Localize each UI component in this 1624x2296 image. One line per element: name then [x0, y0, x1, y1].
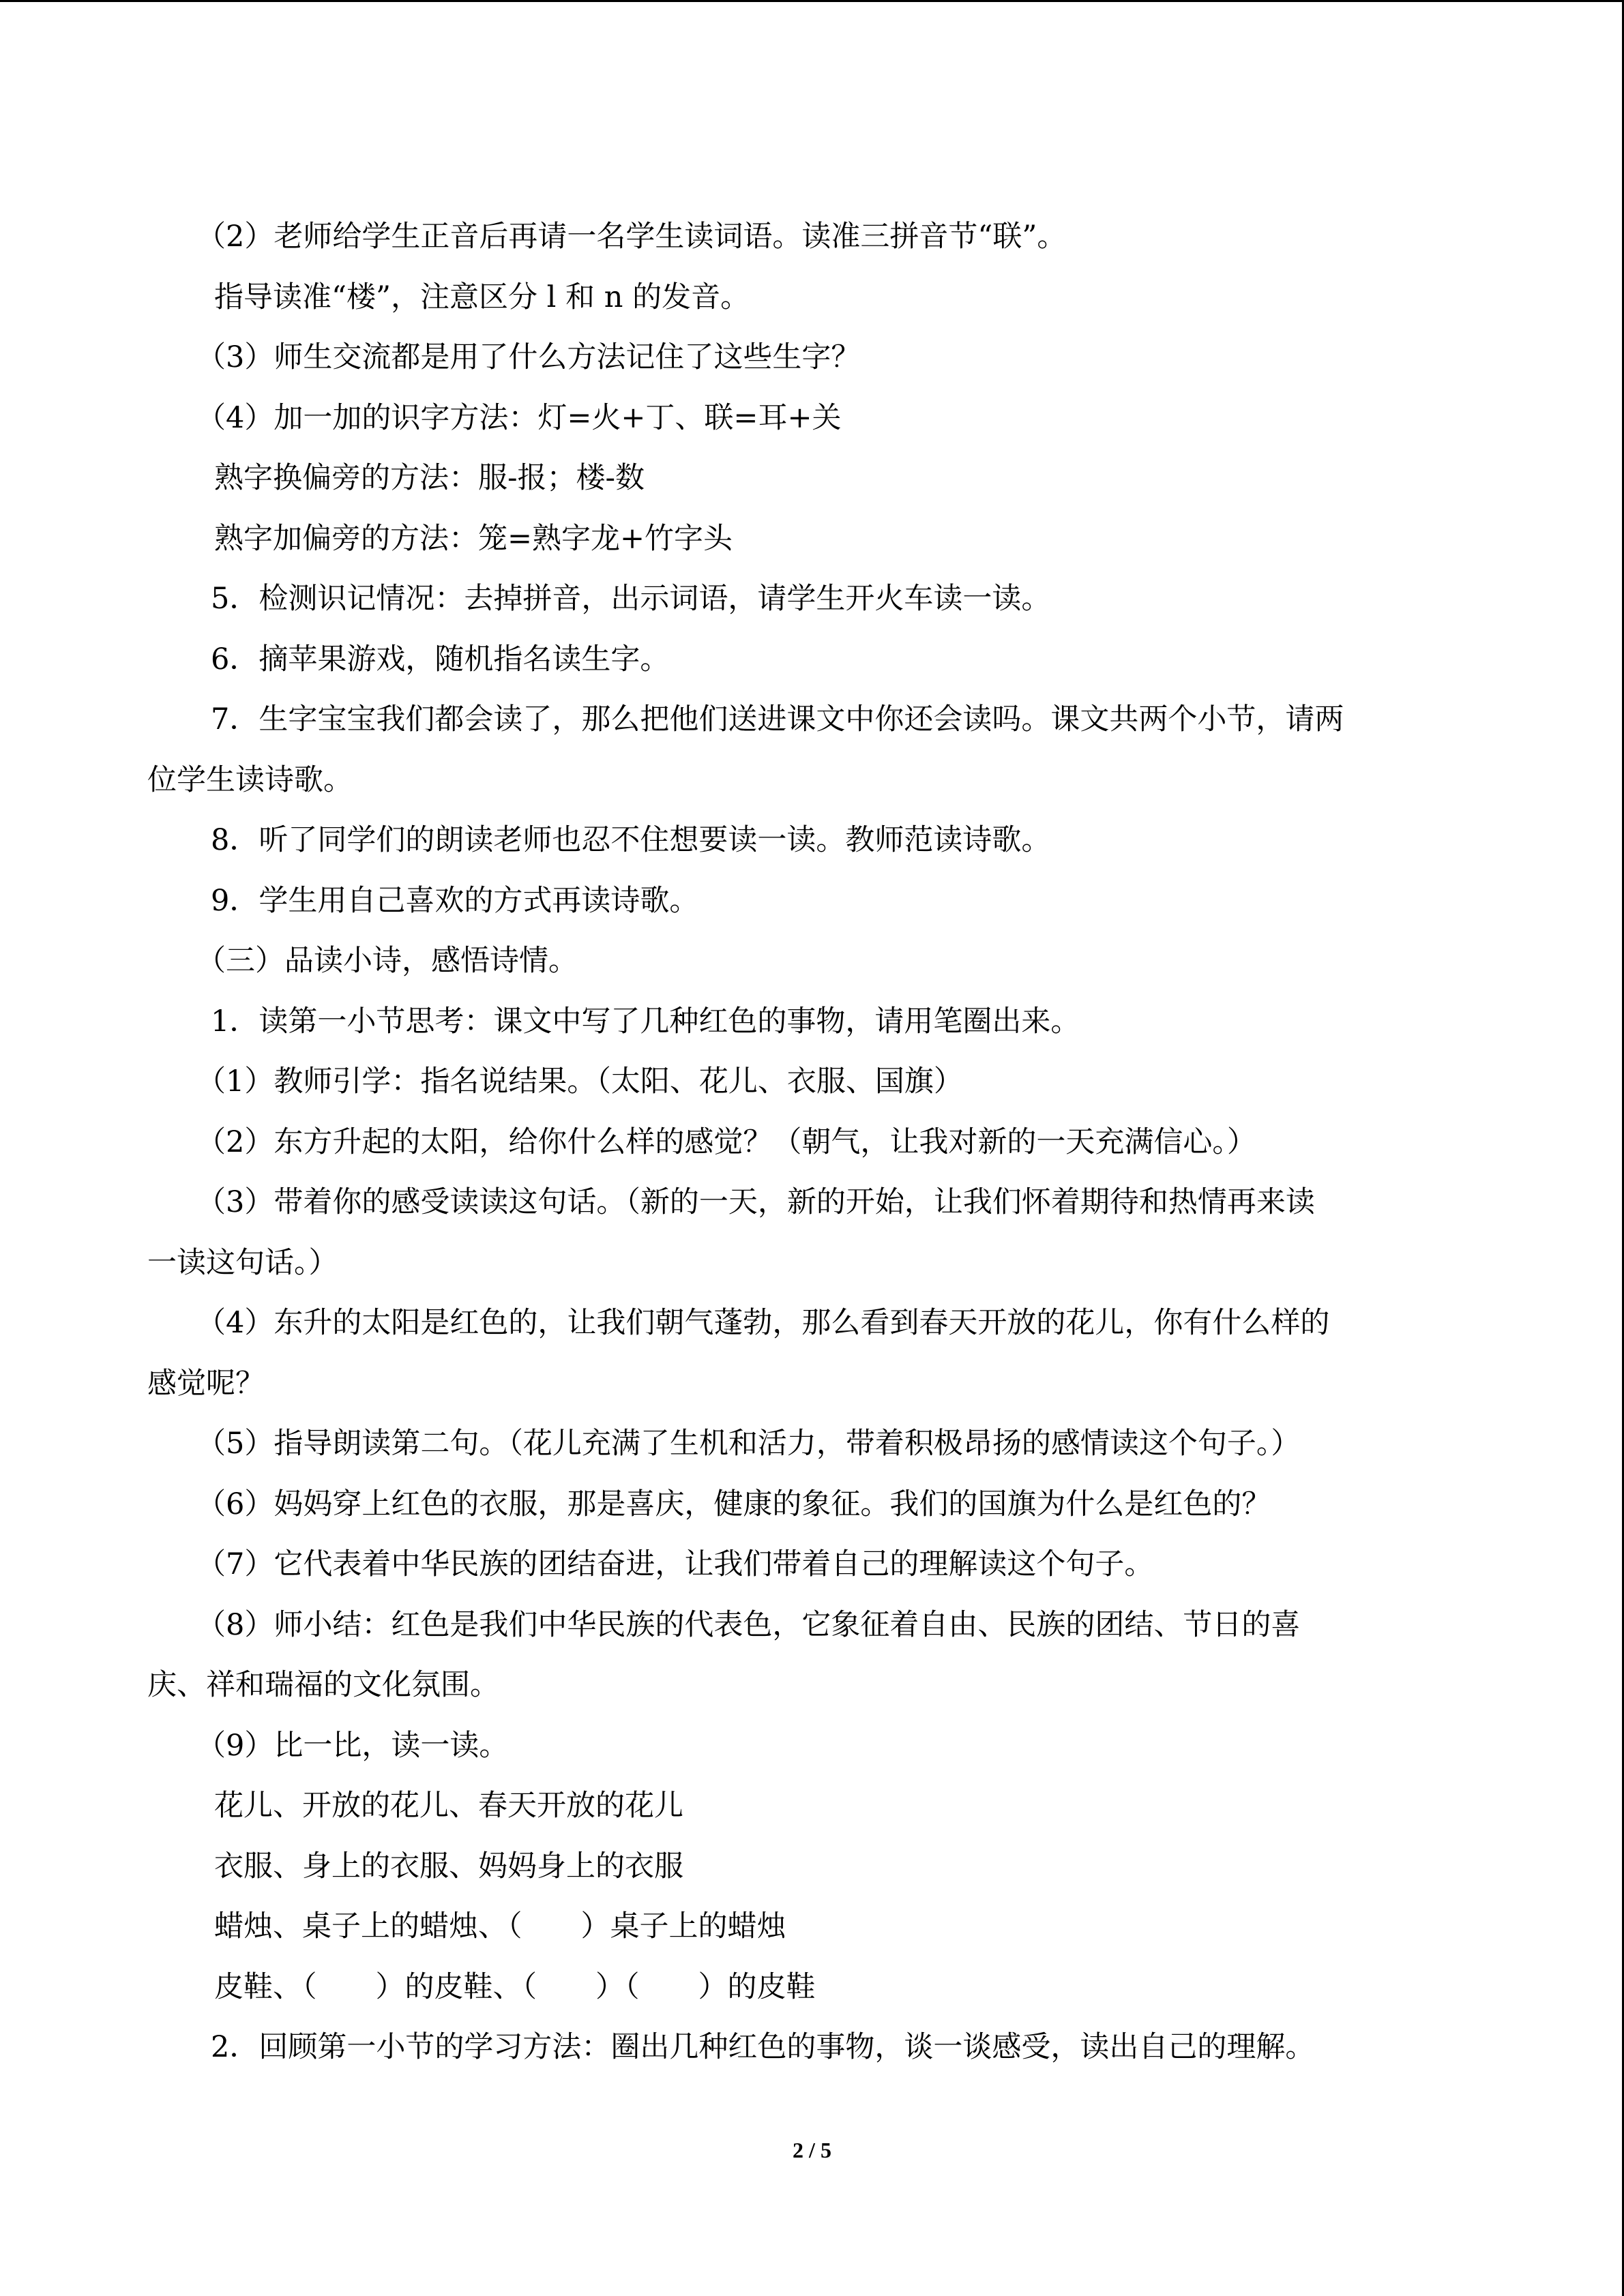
text-line: 7．生字宝宝我们都会读了，那么把他们送进课文中你还会读吗。课文共两个小节，请两 [211, 702, 1344, 736]
text-line: 花儿、开放的花儿、春天开放的花儿 [214, 1789, 683, 1823]
text-line: （三）品读小诗，感悟诗情。 [196, 944, 578, 978]
text-line: 8．听了同学们的朗读老师也忍不住想要读一读。教师范读诗歌。 [211, 823, 1051, 857]
text-line: 熟字加偏旁的方法：笼=熟字龙+竹字头 [214, 521, 733, 556]
text-line: 熟字换偏旁的方法：服-报；楼-数 [214, 461, 645, 495]
text-line: 一读这句话。） [147, 1245, 338, 1280]
text-line: （5）指导朗读第二句。（花儿充满了生机和活力，带着积极昂扬的感情读这个句子。） [196, 1427, 1301, 1461]
text-line: 6．摘苹果游戏，随机指名读生字。 [211, 642, 670, 676]
text-line: （8）师小结：红色是我们中华民族的代表色，它象征着自由、民族的团结、节日的喜 [196, 1607, 1301, 1642]
text-line: 蜡烛、桌子上的蜡烛、（ ）桌子上的蜡烛 [214, 1909, 786, 1943]
text-line: 指导读准“楼”，注意区分 l 和 n 的发音。 [214, 280, 750, 314]
text-line: 衣服、身上的衣服、妈妈身上的衣服 [214, 1849, 683, 1883]
document-body [147, 207, 1477, 2078]
text-line: （7）它代表着中华民族的团结奋进，让我们带着自己的理解读这个句子。 [196, 1547, 1154, 1581]
text-line: （6）妈妈穿上红色的衣服，那是喜庆，健康的象征。我们的国旗为什么是红色的？ [196, 1487, 1271, 1521]
text-line: 2．回顾第一小节的学习方法：圈出几种红色的事物，谈一谈感受，读出自己的理解。 [211, 2030, 1315, 2064]
text-line: （3）带着你的感受读读这句话。（新的一天，新的开始，让我们怀着期待和热情再来读 [196, 1185, 1315, 1219]
text-line: （4）加一加的识字方法：灯=火+丁、联=耳+关 [196, 400, 842, 435]
text-line: 感觉呢？ [147, 1366, 265, 1401]
text-line: 1．读第一小节思考：课文中写了几种红色的事物，请用笔圈出来。 [211, 1004, 1080, 1039]
text-line: 位学生读诗歌。 [147, 762, 353, 797]
text-line: （3）师生交流都是用了什么方法记住了这些生字？ [196, 340, 861, 374]
page-number: 2 / 5 [793, 2138, 831, 2162]
text-line: 9．学生用自己喜欢的方式再读诗歌。 [211, 883, 699, 918]
text-line: 皮鞋、（ ）的皮鞋、（ ）（ ）的皮鞋 [214, 1969, 816, 2004]
text-line: （1）教师引学：指名说结果。（太阳、花儿、衣服、国旗） [196, 1064, 963, 1099]
text-line: 5．检测识记情况：去掉拼音，出示词语，请学生开火车读一读。 [211, 582, 1051, 616]
text-line: （2）老师给学生正音后再请一名学生读词语。读准三拼音节“联”。 [196, 220, 1067, 254]
text-line: 庆、祥和瑞福的文化氛围。 [147, 1668, 499, 1702]
text-line: （4）东升的太阳是红色的，让我们朝气蓬勃，那么看到春天开放的花儿，你有什么样的 [196, 1306, 1330, 1340]
text-line: （2）东方升起的太阳，给你什么样的感觉？（朝气，让我对新的一天充满信心。） [196, 1124, 1256, 1159]
text-line: （9）比一比，读一读。 [196, 1728, 509, 1763]
